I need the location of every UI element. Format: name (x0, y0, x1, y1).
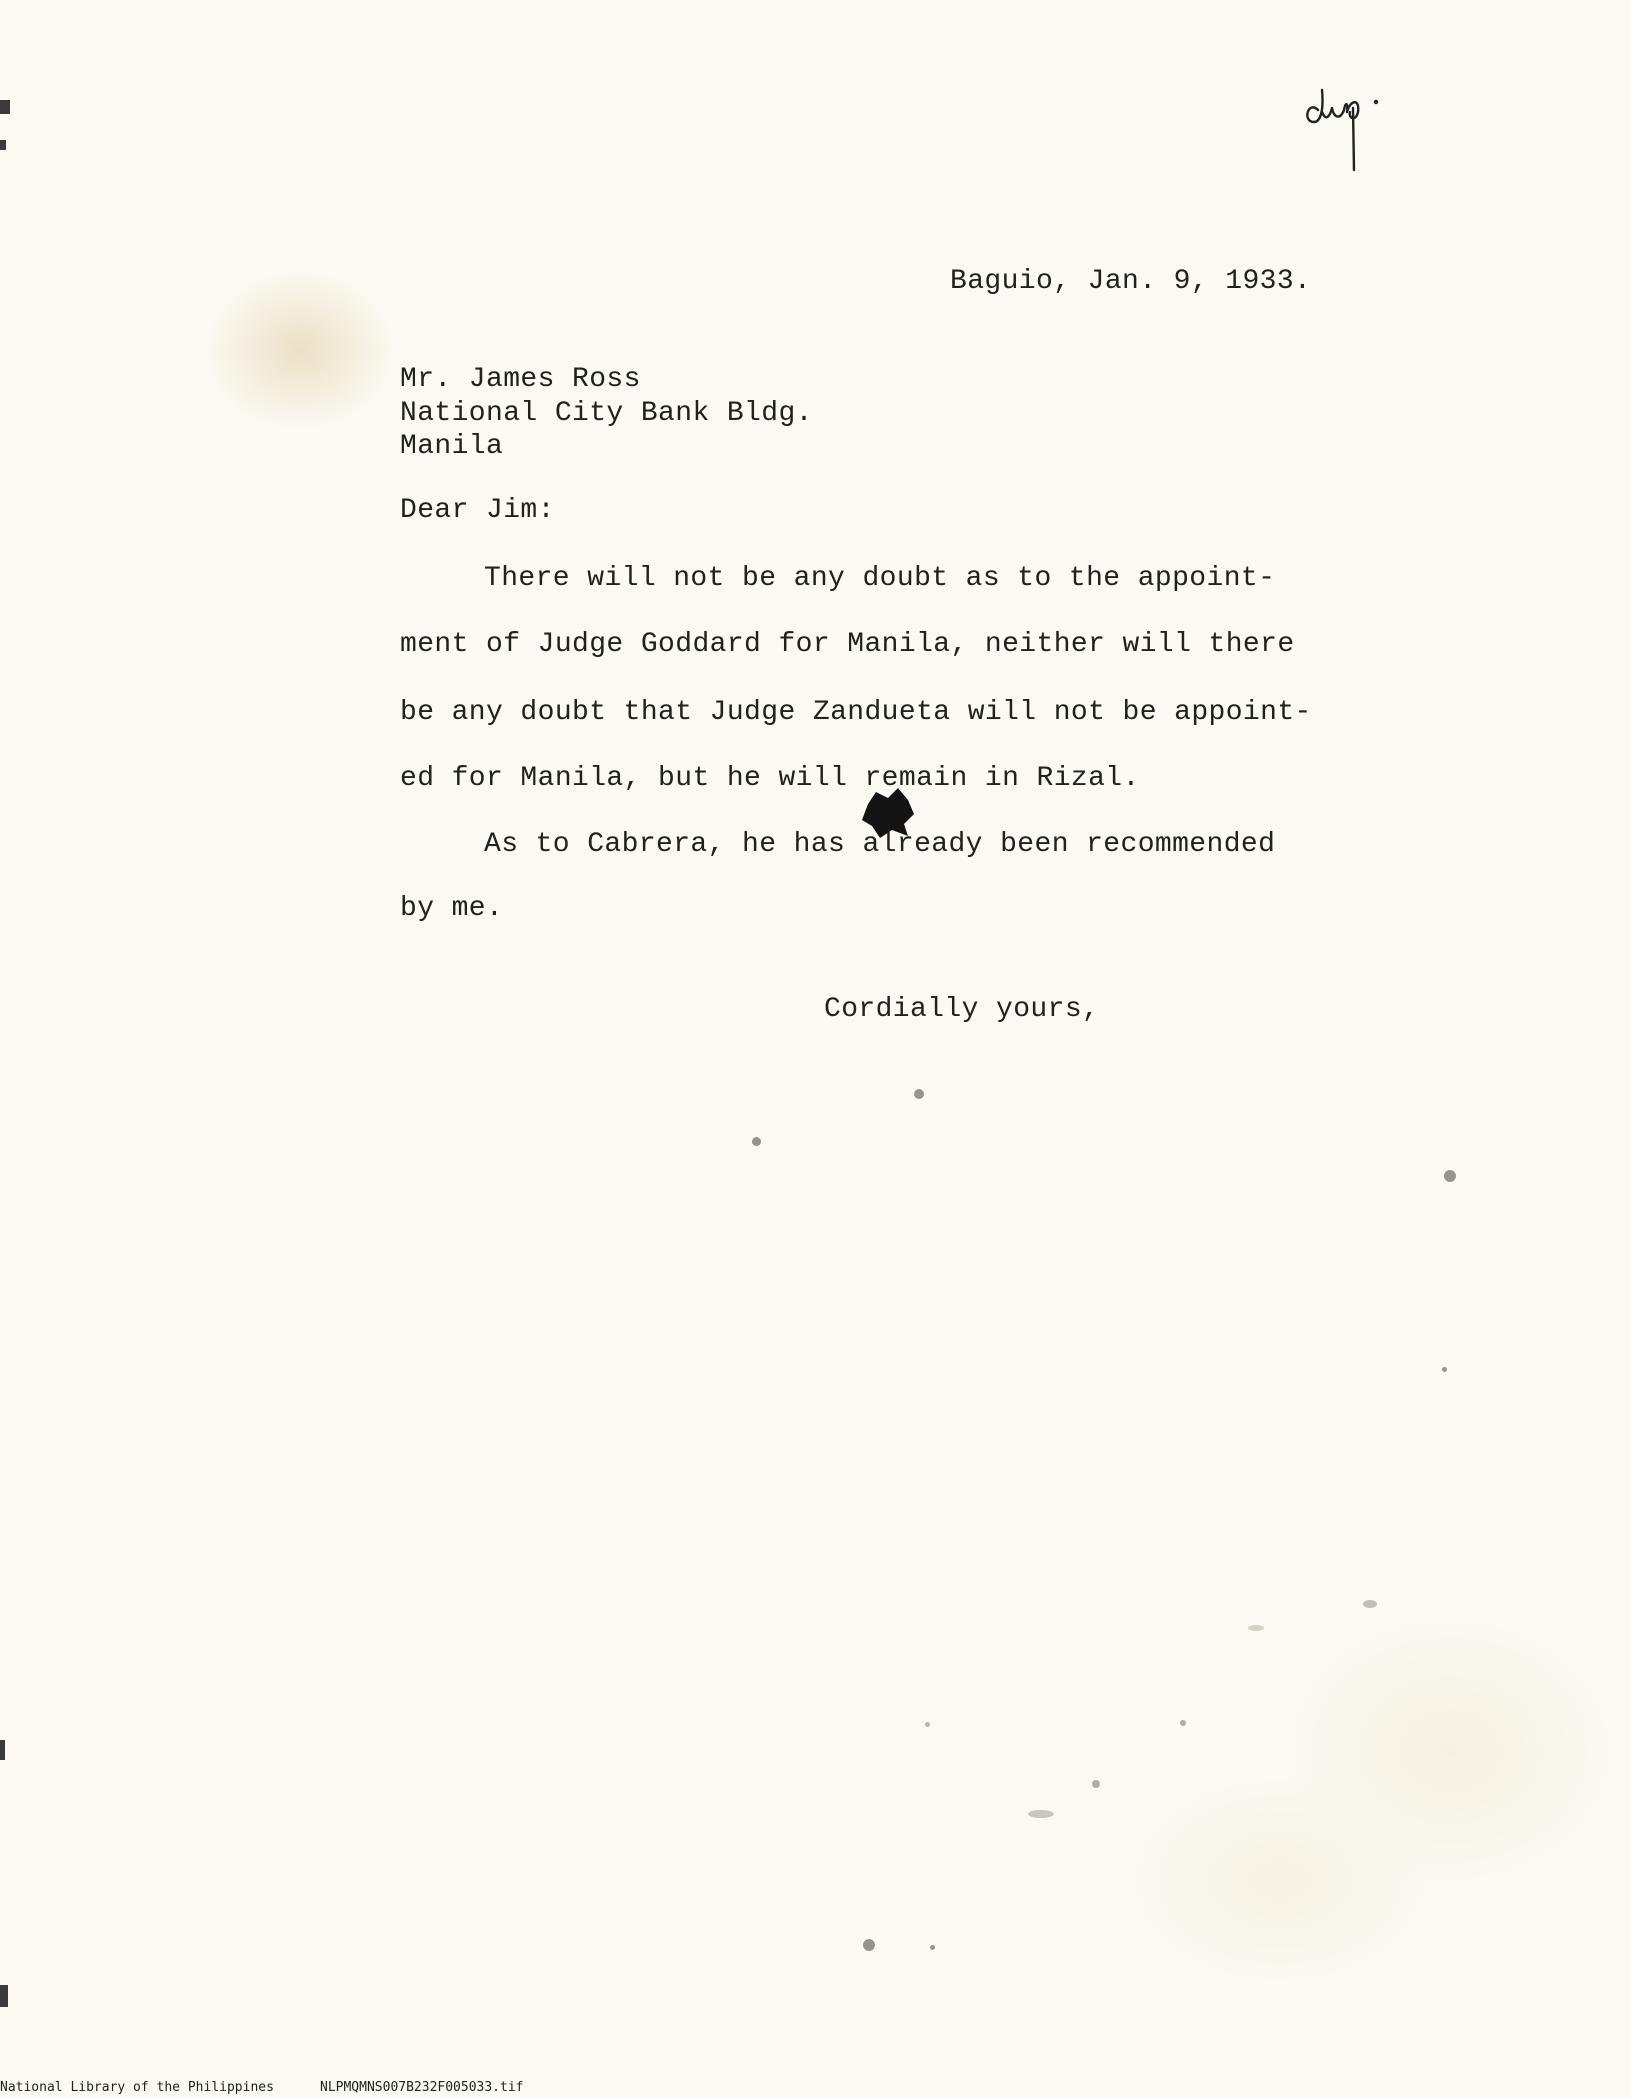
paper-speck (1363, 1600, 1377, 1608)
body-line: As to Cabrera, he has already been recommended (484, 829, 1276, 860)
body-line: be any doubt that Judge Zandueta will not be appoint- (400, 697, 1312, 728)
recipient-address: National City Bank Bldg. (400, 398, 813, 429)
paper-speck (1028, 1810, 1054, 1818)
handwritten-annotation (1300, 60, 1420, 180)
closing: Cordially yours, (824, 994, 1100, 1025)
salutation: Dear Jim: (400, 495, 555, 526)
binding-mark (0, 1740, 5, 1760)
binding-mark (0, 100, 10, 114)
ink-blot (858, 784, 918, 840)
paper-speck (752, 1137, 761, 1146)
paper-speck (1442, 1367, 1447, 1372)
body-line: ment of Judge Goddard for Manila, neither will there (400, 629, 1295, 660)
footer-file-id: NLPMQMNS007B232F005033.tif (320, 2080, 524, 2095)
dateline: Baguio, Jan. 9, 1933. (950, 266, 1312, 297)
body-line: by me. (400, 893, 504, 924)
paper-speck (1248, 1625, 1264, 1631)
paper-speck (1092, 1780, 1100, 1788)
paper-speck (925, 1722, 930, 1727)
body-line: There will not be any doubt as to the appoint- (484, 563, 1276, 594)
footer-institution: National Library of the Philippines (0, 2080, 274, 2095)
paper-speck (863, 1939, 875, 1951)
binding-mark (0, 1985, 8, 2007)
paper-speck (930, 1945, 935, 1950)
body-line: ed for Manila, but he will remain in Rizal. (400, 763, 1140, 794)
binding-mark (0, 140, 6, 150)
paper-speck (914, 1089, 924, 1099)
paper-speck (1180, 1720, 1186, 1726)
recipient-city: Manila (400, 431, 504, 462)
recipient-name: Mr. James Ross (400, 364, 641, 395)
paper-speck (1444, 1170, 1456, 1182)
